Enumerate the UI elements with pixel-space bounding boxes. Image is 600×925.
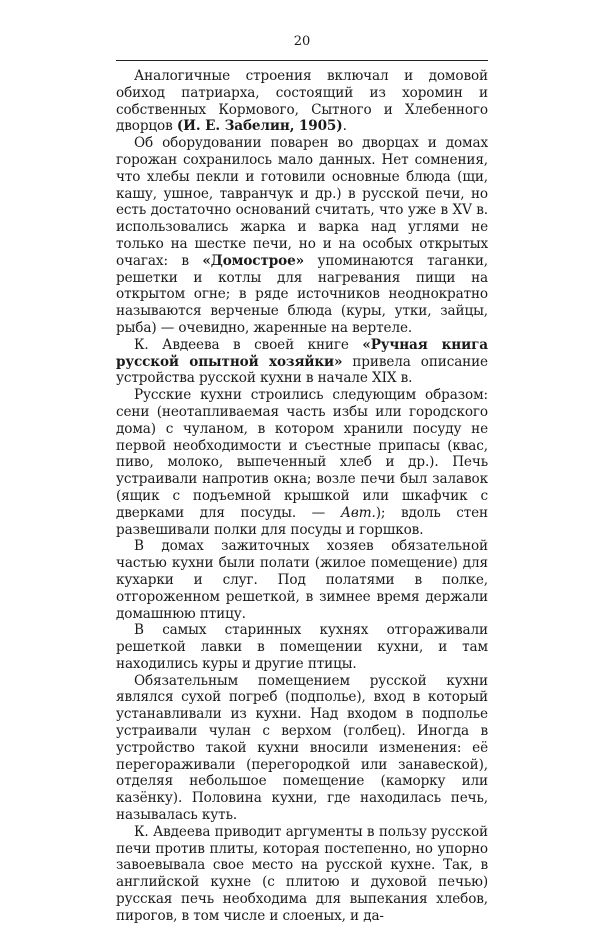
citation-zabelin: (И. Е. Забелин, 1905) bbox=[176, 118, 343, 135]
paragraph-4: Русские кухни строились следующим образом: сени (неотапливаемая часть избы или городского дома) с чуланом, в котором хранили посуду не первой необходимости и съестные припасы (квас, пиво, молоко, выпеченный хлеб и др.). Печь устраивали напротив окна; возле печи был залавок (ящик с подъемной крышкой или шкафчик с дверками для посуды. — Авт.); вдоль стен развешивали полки для посуды и горшков. bbox=[116, 387, 488, 538]
paragraph-5: В домах зажиточных хозяев обязательной частью кухни были полати (жилое помещение) для кухарки и слуг. Под полатями в полке, отгороженном решеткой, в зимнее время держали домашнюю птицу. bbox=[116, 538, 488, 622]
paragraph-8: К. Авдеева приводит аргументы в пользу русской печи против плиты, которая постепенно, но упорно завоевывала свое место на русской кухне. Так, в английской кухне (с плитою и духовой печью) русская печь необходима для выпекания хлебов, пирогов, в том числе и слоеных, и да- bbox=[116, 823, 488, 924]
paragraph-2: Об оборудовании поварен во дворцах и домах горожан сохранилось мало данных. Нет сомнения, что хлебы пекли и готовили основные блюда (щи, кашу, ушное, тавранчук и др.) в русской печи, но есть достаточно оснований считать, что уже в XV в. использовались жарка и варка над углями не только на шестке печи, но и на особых открытых очагах: в «Домострое» упоминаются таганки, решетки и котлы для нагревания пищи на открытом огне; в ряде источников неоднократно называются верченые блюда (куры, утки, зайцы, рыба) — очевидно, жаренные на вертеле. bbox=[116, 135, 488, 336]
paragraph-6: В самых старинных кухнях отгораживали решеткой лавки в помещении кухни, и там находились куры и другие птицы. bbox=[116, 622, 488, 672]
page-header bbox=[116, 30, 488, 61]
book-title-domostroy: «Домострое» bbox=[202, 252, 304, 269]
paragraph-7: Обязательным помещением русской кухни являлся сухой погреб (подполье), вход в который устанавливали из кухни. Над входом в подполье устраивали чулан с верхом (голбец). Иногда в устройство такой кухни вносили изменения: её перегораживали (перегородкой или занавеской), отделяя небольшое помещение (каморку или казёнку). Половина кухни, где находилась печь, называлась куть. bbox=[116, 672, 488, 824]
book-title-avdeeva: «Ручная книга русской опытной хозяйки» bbox=[116, 336, 488, 370]
paragraph-3: К. Авдеева в своей книге «Ручная книга русской опытной хозяйки» привела описание устройства русской кухни в начале XIX в. bbox=[116, 336, 488, 387]
paragraph-1: Аналогичные строения включал и домовой обиход патриарха, состоящий из хоромин и собственных Кормового, Сытного и Хлебенного дворцов (И. Е. Забелин, 1905). bbox=[116, 68, 488, 135]
body-text bbox=[116, 68, 488, 925]
author-note: Авт. bbox=[340, 504, 376, 521]
page-number: 20 bbox=[293, 34, 311, 49]
